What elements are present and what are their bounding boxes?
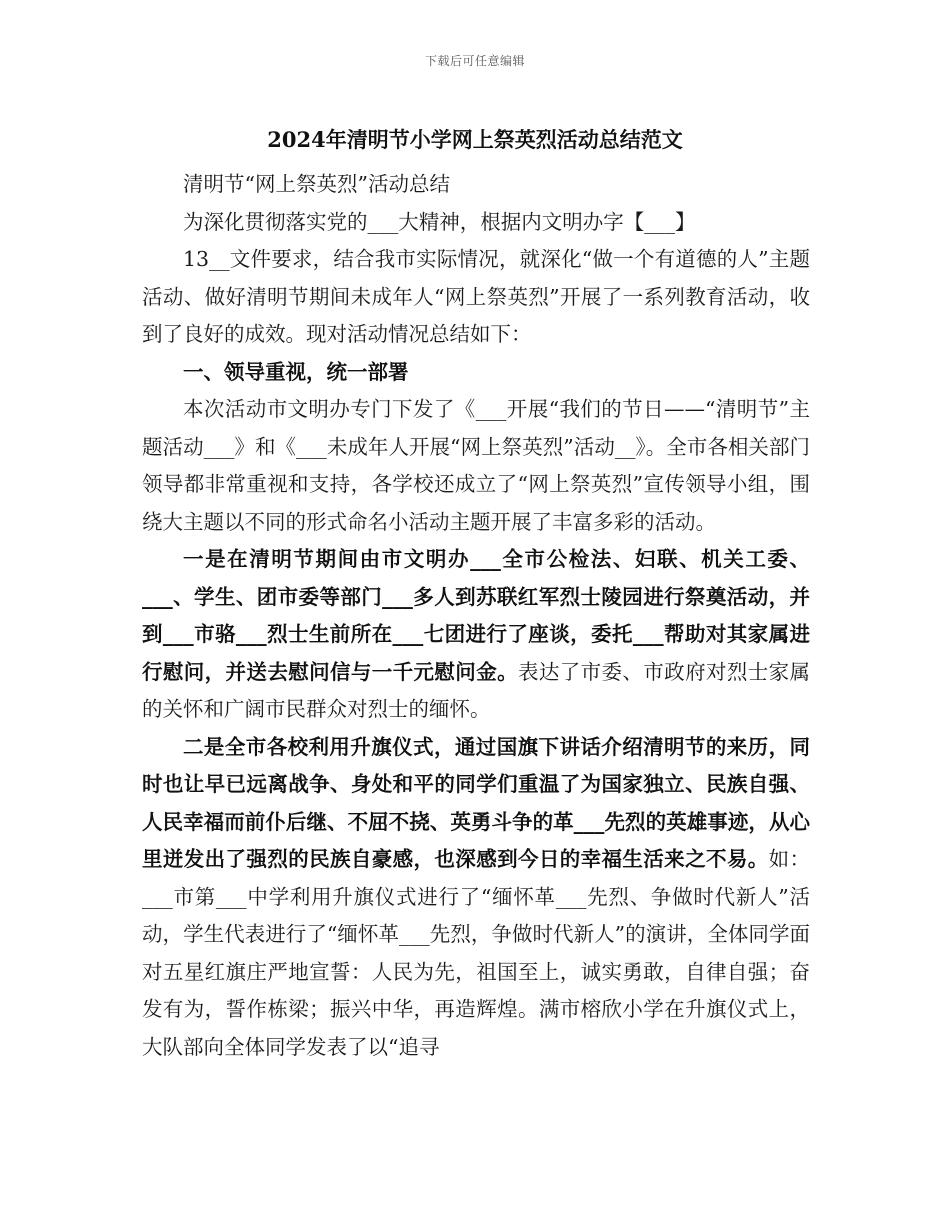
- document-title: 2024年清明节小学网上祭英烈活动总结范文: [267, 127, 683, 152]
- header-note: 下载后可任意编辑: [424, 54, 525, 68]
- document-subtitle: 清明节“网上祭英烈”活动总结: [183, 172, 450, 196]
- document-body: [142, 166, 810, 1066]
- intro-line: 为深化贯彻落实党的___大精神，根据内文明办字【___】: [183, 209, 696, 234]
- paragraph-3: [142, 729, 810, 1067]
- paragraph-2: [142, 541, 810, 729]
- section-1-paragraph: 本次活动市文明办专门下发了《___开展“我们的节日——“清明节”主题活动___》和《___未成年人开展“网上祭英烈”活动__》。全市各相关部门领导都非常重视和支持，各学校还成立了“网上祭英烈”宣传领导小组，围绕大主题以不同的形式命名小活动主题开展了丰富多彩的活动。: [142, 397, 810, 534]
- paragraph-2-normal: 表达了市委、市政府对烈士家属的关怀和广阔市民群众对烈士的缅怀。: [142, 659, 811, 721]
- paragraph-3-bold: 二是全市各校利用升旗仪式，通过国旗下讲话介绍清明节的来历，同时也让早已远离战争、身处和平的同学们重温了为国家独立、民族自强、人民幸福而前仆后继、不屈不挠、英勇斗争的革___先烈的英雄事迹，从心里迸发出了强烈的民族自豪感，也深感到今日的幸福生活来之不易。: [142, 734, 810, 871]
- section-heading-1: 一、领导重视，统一部署: [183, 359, 409, 384]
- paragraph-2-bold: 一是在清明节期间由市文明办___全市公检法、妇联、机关工委、___、学生、团市委等部门___多人到苏联红军烈士陵园进行祭奠活动，并到___市骆___烈士生前所在___七团进行了座谈，委托___帮助对其家属进行慰问，并送去慰问信与一千元慰问金。: [142, 547, 810, 684]
- intro-paragraph: 13__文件要求，结合我市实际情况，就深化“做一个有道德的人”主题活动、做好清明节期间未成年人“网上祭英烈”开展了一系列教育活动，收到了良好的成效。现对活动情况总结如下：: [142, 247, 810, 346]
- paragraph-3-normal: 如：___市第___中学利用升旗仪式进行了“缅怀革___先烈、争做时代新人”活动，学生代表进行了“缅怀革___先烈，争做时代新人”的演讲，全体同学面对五星红旗庄严地宣誓：人民为先，祖国至上，诚实勇敢，自律自强；奋发有为，誓作栋梁；振兴中华，再造辉煌。满市榕欣小学在升旗仪式上，大队部向全体同学发表了以“追寻: [142, 847, 811, 1059]
